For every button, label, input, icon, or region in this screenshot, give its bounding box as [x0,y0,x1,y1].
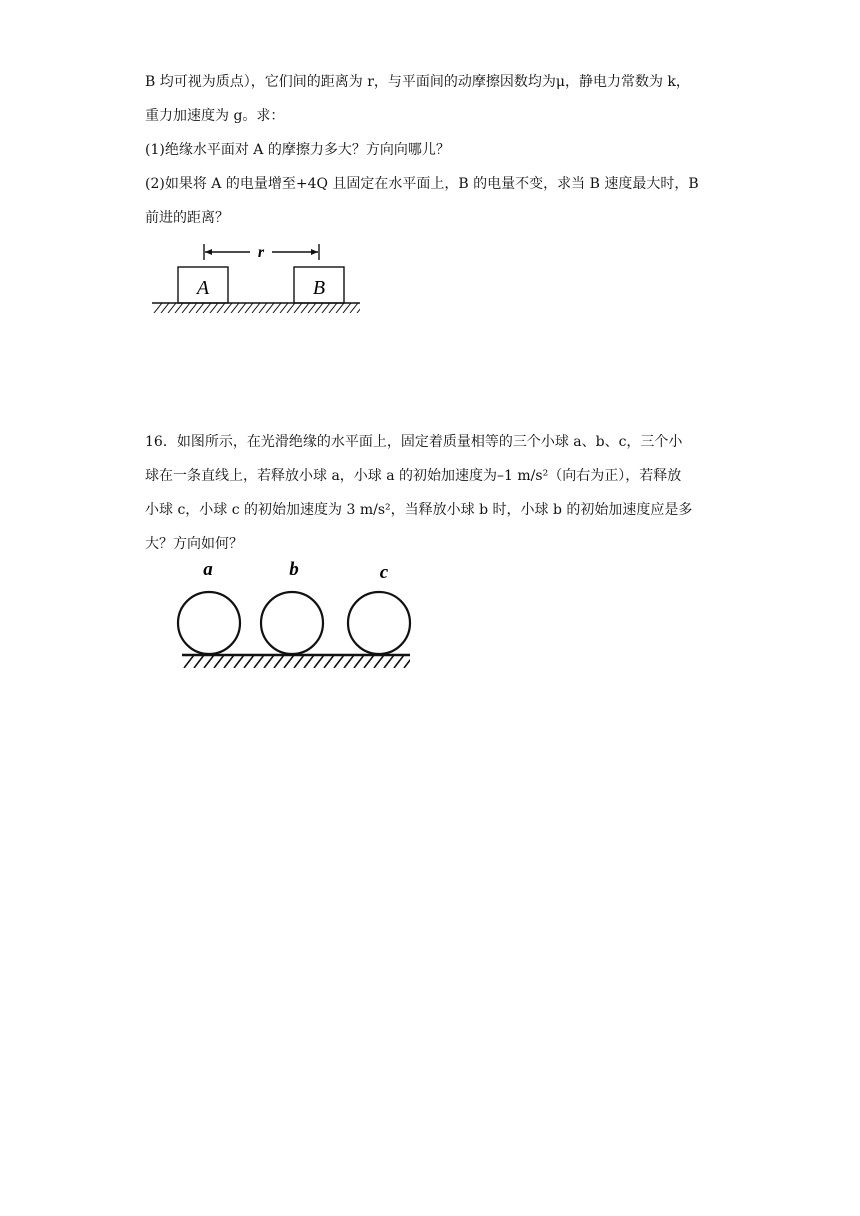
ball-a [178,592,240,654]
q16-text-line4: 大？方向如何？ [145,536,243,552]
balls-figure [170,555,420,675]
q15-part2-line2: 前进的距离？ [145,210,229,226]
ball-c [348,592,410,654]
ball-c-label: c [379,562,389,583]
ball-b [261,592,323,654]
block-a-label: A [196,277,210,299]
ground-hatch [184,655,414,668]
q16-text-line3: 小球 c，小球 c 的初始加速度为 3 m/s²，当释放小球 b 时，小球 b 的初始加速度应是多 [145,502,693,518]
block-b-label: B [312,277,326,299]
arrowhead-right [311,249,318,255]
q16-text-line1: 16．如图所示，在光滑绝缘的水平面上，固定着质量相等的三个小球 a、b、c，三个小 [145,434,683,450]
q15-text-line2: 重力加速度为 g。求： [145,108,285,124]
distance-label: r [257,244,265,261]
q16-text-line2: 球在一条直线上，若释放小球 a，小球 a 的初始加速度为–1 m/s²（向右为正），若释放 [145,468,682,484]
q15-part1: (1)绝缘水平面对 A 的摩擦力多大？方向向哪儿？ [145,142,450,158]
ball-b-label: b [289,559,299,580]
q15-part2-line1: (2)如果将 A 的电量增至+4Q 且固定在水平面上，B 的电量不变，求当 B 速度最大时，B [145,176,699,192]
arrowhead-left [205,249,212,255]
ground-hatch [154,303,365,313]
ball-a-label: a [203,559,213,580]
blocks-figure [150,240,365,318]
q15-text-line1: B 均可视为质点），它们间的距离为 r，与平面间的动摩擦因数均为μ，静电力常数为 k， [145,74,690,90]
